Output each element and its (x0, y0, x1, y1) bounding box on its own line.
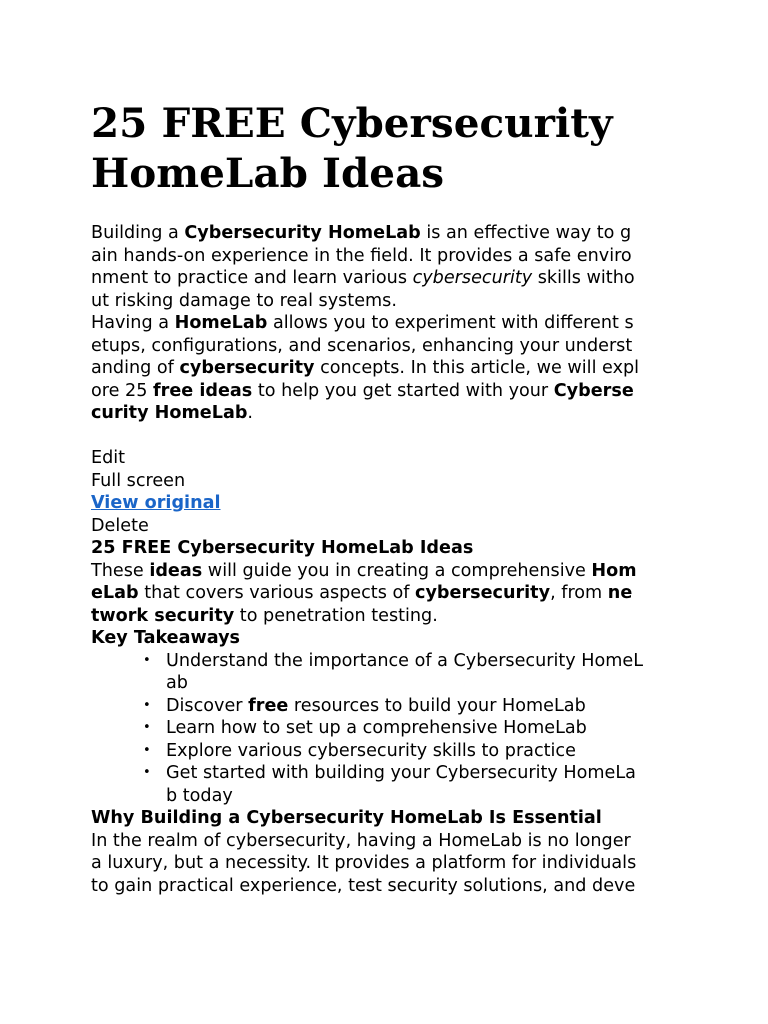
page-title-line: 25 FREE Cybersecurity (91, 99, 613, 147)
text-line (91, 312, 691, 335)
text-run: to help you get started with your (252, 380, 554, 401)
text-line (166, 695, 691, 718)
spacer (91, 425, 691, 448)
text-line: Get started with building your Cybersecurity HomeLa (166, 763, 636, 783)
text-line (91, 357, 691, 380)
text-line: ab (166, 673, 188, 693)
text-run: that covers various aspects of (138, 583, 416, 603)
text-line: a luxury, but a necessity. It provides a platform for individuals (91, 853, 637, 873)
bullet-icon: • (143, 652, 151, 668)
text-line: Learn how to set up a comprehensive HomeLab (166, 718, 587, 738)
text-line: b today (166, 785, 233, 806)
text-line (91, 267, 691, 290)
text-run: These (91, 560, 150, 581)
intro-paragraph-1 (91, 222, 691, 312)
text-line: etups, configurations, and scenarios, enhancing your underst (91, 335, 633, 356)
bold-text: ideas (149, 560, 203, 581)
bold-text: Cyberse (553, 380, 634, 401)
text-run: . (247, 403, 254, 423)
section-why-essential (91, 807, 691, 897)
bold-text: Hom (591, 560, 637, 581)
bold-text: cybersecurity (415, 583, 551, 603)
italic-text: cybersecurity (412, 268, 533, 288)
bold-text: Cybersecurity HomeLab (184, 223, 421, 243)
text-line: to gain practical experience, test security solutions, and deve (91, 875, 636, 896)
text-line: In the realm of cybersecurity, having a HomeLab is no longer (91, 830, 631, 851)
list-item (91, 762, 691, 807)
text-line (91, 605, 691, 628)
section-heading: Key Takeaways (91, 628, 241, 648)
text-run: will guide you in creating a comprehensive (202, 560, 592, 581)
page-title (91, 98, 691, 198)
list-item (91, 717, 691, 740)
edit-button[interactable]: Edit (91, 448, 126, 468)
bold-text: twork security (91, 605, 235, 626)
page-title-line: HomeLab Ideas (91, 149, 445, 197)
text-run: Discover (166, 695, 249, 716)
bullet-icon: • (143, 742, 151, 758)
bullet-icon: • (143, 765, 151, 780)
intro-paragraph-2 (91, 312, 691, 425)
delete-button[interactable]: Delete (91, 515, 149, 536)
list-item (91, 740, 691, 763)
section-heading: 25 FREE Cybersecurity HomeLab Ideas (91, 538, 474, 558)
text-run: Building a (91, 223, 185, 243)
text-run: ore 25 (91, 380, 154, 401)
text-line: Explore various cybersecurity skills to practice (166, 740, 576, 761)
bold-text: HomeLab (174, 313, 268, 333)
bold-text: curity HomeLab (91, 403, 248, 423)
image-actions (91, 447, 691, 537)
text-run: , from (550, 583, 608, 603)
text-run: is an effective way to g (420, 223, 632, 243)
text-line: Understand the importance of a Cybersecurity HomeL (166, 650, 644, 671)
bold-text: ne (607, 583, 633, 603)
bullet-icon: • (143, 720, 151, 735)
bold-text: free (248, 695, 289, 716)
takeaways-list (91, 650, 691, 808)
text-line: ut risking damage to real systems. (91, 290, 397, 311)
text-run: nment to practice and learn various (91, 268, 413, 288)
text-run: concepts. In this article, we will expl (314, 358, 640, 378)
text-run: anding of (91, 358, 180, 378)
key-takeaways-section (91, 627, 691, 807)
text-line (91, 380, 691, 403)
full-screen-button[interactable]: Full screen (91, 470, 186, 491)
bold-text: cybersecurity (179, 358, 315, 378)
text-line (91, 222, 691, 245)
text-run: to penetration testing. (234, 605, 438, 626)
bold-text: eLab (91, 583, 139, 603)
text-line: ain hands-on experience in the field. It provides a safe enviro (91, 245, 632, 266)
section-heading: Why Building a Cybersecurity HomeLab Is Essential (91, 808, 602, 828)
text-run: resources to build your HomeLab (288, 695, 586, 716)
text-run: Having a (91, 313, 175, 333)
list-item (91, 650, 691, 695)
article-body (91, 222, 691, 897)
text-run: allows you to experiment with different s (267, 313, 634, 333)
text-line (91, 402, 691, 425)
view-original-link[interactable]: View original (91, 493, 221, 513)
bold-text: free ideas (153, 380, 253, 401)
text-line (91, 560, 691, 583)
bullet-icon: • (143, 697, 151, 713)
text-run: skills witho (532, 268, 635, 288)
list-item (91, 695, 691, 718)
section-free-ideas (91, 537, 691, 627)
text-line (91, 582, 691, 605)
